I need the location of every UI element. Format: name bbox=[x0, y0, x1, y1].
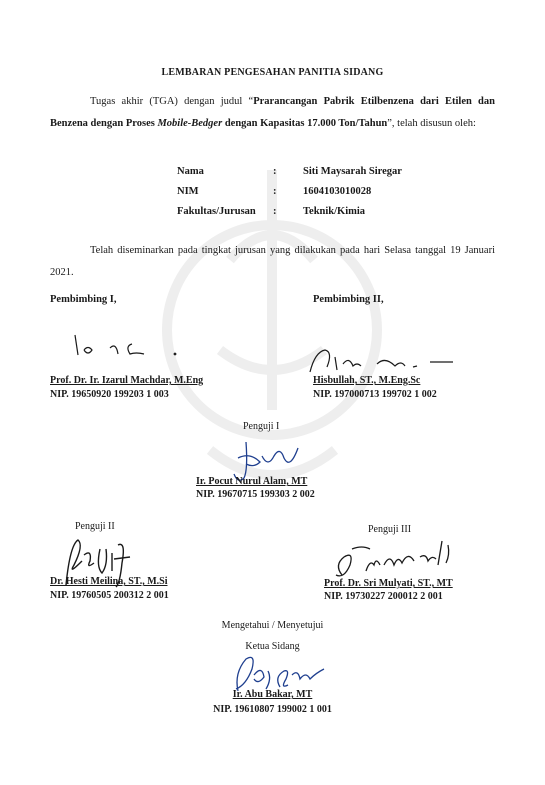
seminar-text: Telah diseminarkan pada tingkat jurusan yang dilakukan pada hari Selasa tanggal 19 Januari 2021. bbox=[50, 245, 495, 278]
student-value: 1604103010028 bbox=[303, 186, 372, 197]
approval-nip: NIP. 19610807 199002 1 001 bbox=[213, 704, 332, 715]
penguji1-nip: NIP. 19670715 199303 2 002 bbox=[196, 489, 315, 500]
approval-line1: Mengetahui / Menyetujui bbox=[221, 620, 324, 631]
student-row-nim bbox=[177, 186, 402, 206]
pembimbing2-label: Pembimbing II, bbox=[313, 294, 384, 305]
penguji3-label: Penguji III bbox=[368, 524, 412, 535]
student-key: Nama bbox=[177, 166, 204, 177]
penguji2-name: Dr. Hesti Meilina, ST., M.Si bbox=[50, 576, 168, 587]
penguji1-name: Ir. Pocut Nurul Alam, MT bbox=[196, 476, 308, 487]
pembimbing1-label: Pembimbing I, bbox=[50, 294, 117, 305]
pembimbing2-nip: NIP. 197000713 199702 1 002 bbox=[313, 389, 437, 400]
student-value: Teknik/Kimia bbox=[303, 206, 366, 217]
student-info bbox=[177, 166, 402, 226]
penguji2-nip: NIP. 19760505 200312 2 001 bbox=[50, 590, 169, 601]
penguji2-label: Penguji II bbox=[75, 521, 115, 532]
penguji3-nip: NIP. 19730227 200012 2 001 bbox=[324, 591, 443, 602]
penguji3-name: Prof. Dr. Sri Mulyati, ST., MT bbox=[324, 578, 453, 589]
intro-before: Tugas akhir (TGA) dengan judul “ bbox=[90, 96, 254, 107]
student-colon: : bbox=[273, 186, 277, 197]
intro-paragraph bbox=[50, 91, 495, 135]
student-row-name bbox=[177, 166, 402, 186]
intro-after: ”, telah disusun oleh: bbox=[387, 118, 476, 129]
pembimbing2-signature bbox=[305, 342, 455, 377]
pembimbing2-name: Hisbullah, ST., M.Eng.Sc bbox=[313, 375, 421, 386]
student-colon: : bbox=[273, 206, 277, 217]
pembimbing1-signature bbox=[70, 330, 190, 360]
intro-title-italic: Mobile-Bedger bbox=[157, 118, 223, 129]
page-title: LEMBARAN PENGESAHAN PANITIA SIDANG bbox=[161, 67, 384, 78]
student-row-faculty bbox=[177, 206, 402, 226]
student-colon: : bbox=[273, 166, 277, 177]
student-key: Fakultas/Jurusan bbox=[177, 206, 256, 217]
seminar-paragraph bbox=[50, 240, 495, 284]
pembimbing1-name: Prof. Dr. Ir. Izarul Machdar, M.Eng bbox=[50, 375, 204, 386]
approval-name: Ir. Abu Bakar, MT bbox=[232, 689, 313, 700]
pembimbing1-nip: NIP. 19650920 199203 1 003 bbox=[50, 389, 169, 400]
penguji1-label: Penguji I bbox=[243, 421, 280, 432]
intro-title-part2: dengan Kapasitas 17.000 Ton/Tahun bbox=[222, 118, 388, 129]
student-value: Siti Maysarah Siregar bbox=[303, 166, 402, 177]
intro-title-part1: Prarancangan Pabrik Etilbenzena dari Etilen dan Benzena dengan Proses bbox=[50, 96, 495, 129]
student-key: NIM bbox=[177, 186, 199, 197]
approval-line2: Ketua Sidang bbox=[245, 641, 300, 652]
